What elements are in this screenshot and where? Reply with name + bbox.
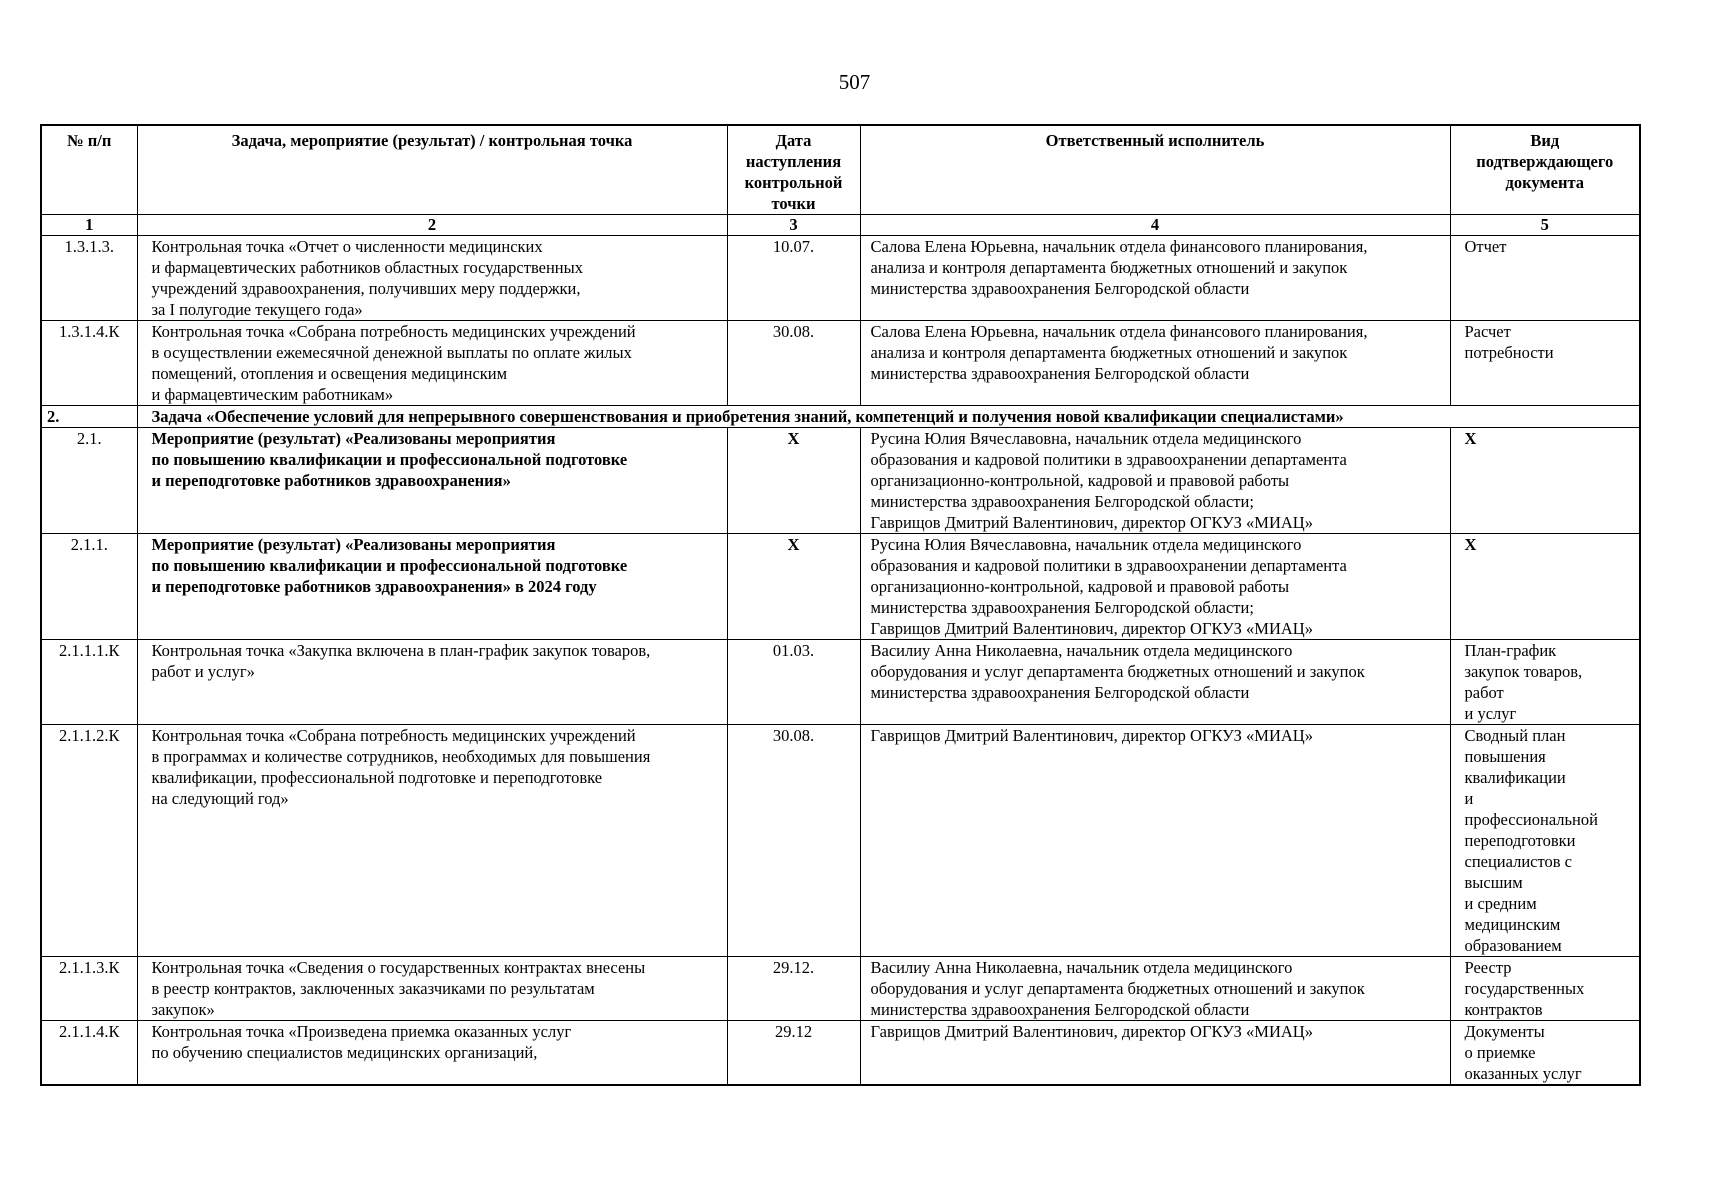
task-cell-line: за I полугодие текущего года» bbox=[151, 300, 363, 319]
task-cell bbox=[137, 725, 727, 957]
task-cell-line: в реестр контрактов, заключенных заказчиками по результатам bbox=[151, 979, 595, 998]
document-cell-line: Сводный план bbox=[1464, 726, 1566, 745]
task-cell-line: и фармацевтическим работникам» bbox=[151, 385, 394, 404]
document-cell-line: образованием bbox=[1464, 936, 1562, 955]
header-executor: Ответственный исполнитель bbox=[860, 125, 1450, 215]
table-row bbox=[41, 957, 1640, 1021]
header-task: Задача, мероприятие (результат) / контрольная точка bbox=[137, 125, 727, 215]
document-cell bbox=[1450, 957, 1640, 1021]
task-cell-line: по повышению квалификации и профессиональной подготовке bbox=[151, 556, 628, 575]
date-cell-line: 29.12 bbox=[774, 1022, 813, 1041]
table-row bbox=[41, 725, 1640, 957]
executor-cell-line: Русина Юлия Вячеславовна, начальник отдела медицинского bbox=[870, 429, 1302, 448]
table-row bbox=[41, 534, 1640, 640]
executor-cell-line: оборудования и услуг департамента бюджетных отношений и закупок bbox=[870, 979, 1365, 998]
section-number: 2. bbox=[41, 406, 137, 428]
executor-cell-line: организационно-контрольной, кадровой и правовой работы bbox=[870, 577, 1290, 596]
executor-cell bbox=[860, 321, 1450, 406]
index-cell: 4 bbox=[860, 215, 1450, 236]
table-row bbox=[41, 321, 1640, 406]
row-number-line: 1.3.1.3. bbox=[64, 237, 114, 256]
executor-cell bbox=[860, 534, 1450, 640]
executor-cell-line: Василиу Анна Николаевна, начальник отдела медицинского bbox=[870, 641, 1293, 660]
document-cell-line: X bbox=[1464, 535, 1477, 554]
executor-cell-line: Гаврищов Дмитрий Валентинович, директор ОГКУЗ «МИАЦ» bbox=[870, 726, 1313, 745]
document-cell-line: работ bbox=[1464, 683, 1504, 702]
executor-cell-line: образования и кадровой политики в здравоохранении департамента bbox=[870, 450, 1347, 469]
document-cell-line: X bbox=[1464, 429, 1477, 448]
section-row bbox=[41, 406, 1640, 428]
date-cell bbox=[727, 957, 860, 1021]
document-cell-line: переподготовки bbox=[1464, 831, 1576, 850]
task-cell-line: на следующий год» bbox=[151, 789, 289, 808]
document-cell bbox=[1450, 534, 1640, 640]
document-cell-line: высшим bbox=[1464, 873, 1523, 892]
row-number-line: 2.1.1.1.К bbox=[58, 641, 120, 660]
date-cell-line: 29.12. bbox=[772, 958, 815, 977]
executor-cell-line: министерства здравоохранения Белгородской области bbox=[870, 683, 1250, 702]
task-cell-line: по обучению специалистов медицинских организаций, bbox=[151, 1043, 538, 1062]
document-cell-line: Отчет bbox=[1464, 237, 1507, 256]
date-cell bbox=[727, 1021, 860, 1086]
task-cell-line: помещений, отопления и освещения медицинским bbox=[151, 364, 508, 383]
table-row bbox=[41, 640, 1640, 725]
task-cell-line: Контрольная точка «Отчет о численности медицинских bbox=[151, 237, 543, 256]
date-cell bbox=[727, 236, 860, 321]
header-num: № п/п bbox=[41, 125, 137, 215]
task-cell-line: квалификации, профессиональной подготовке и переподготовке bbox=[151, 768, 603, 787]
task-cell-line: Контрольная точка «Собрана потребность медицинских учреждений bbox=[151, 322, 636, 341]
document-cell bbox=[1450, 236, 1640, 321]
task-cell bbox=[137, 957, 727, 1021]
task-cell bbox=[137, 640, 727, 725]
row-number-line: 2.1.1.4.К bbox=[58, 1022, 120, 1041]
executor-cell-line: Русина Юлия Вячеславовна, начальник отдела медицинского bbox=[870, 535, 1302, 554]
date-cell bbox=[727, 321, 860, 406]
index-cell: 5 bbox=[1450, 215, 1640, 236]
task-cell bbox=[137, 428, 727, 534]
task-cell-line: закупок» bbox=[151, 1000, 215, 1019]
task-cell bbox=[137, 1021, 727, 1086]
document-cell-line: Документы bbox=[1464, 1022, 1545, 1041]
task-cell-line: Контрольная точка «Собрана потребность медицинских учреждений bbox=[151, 726, 636, 745]
control-points-table bbox=[40, 124, 1641, 1086]
row-number bbox=[41, 957, 137, 1021]
index-cell: 3 bbox=[727, 215, 860, 236]
task-cell-line: и переподготовке работников здравоохранения» bbox=[151, 471, 511, 490]
task-cell-line: и фармацевтических работников областных государственных bbox=[151, 258, 583, 277]
executor-cell bbox=[860, 1021, 1450, 1086]
task-cell-line: и переподготовке работников здравоохранения» в 2024 году bbox=[151, 577, 597, 596]
executor-cell bbox=[860, 725, 1450, 957]
executor-cell bbox=[860, 428, 1450, 534]
document-cell-line: Реестр bbox=[1464, 958, 1512, 977]
index-cell: 1 bbox=[41, 215, 137, 236]
date-cell bbox=[727, 428, 860, 534]
table-row bbox=[41, 428, 1640, 534]
executor-cell-line: министерства здравоохранения Белгородской области bbox=[870, 279, 1250, 298]
row-number-line: 1.3.1.4.К bbox=[58, 322, 120, 341]
executor-cell-line: Салова Елена Юрьевна, начальник отдела финансового планирования, bbox=[870, 237, 1368, 256]
executor-cell bbox=[860, 236, 1450, 321]
document-cell bbox=[1450, 725, 1640, 957]
executor-cell-line: Гаврищов Дмитрий Валентинович, директор ОГКУЗ «МИАЦ» bbox=[870, 1022, 1313, 1041]
executor-cell bbox=[860, 957, 1450, 1021]
document-cell-line: специалистов с bbox=[1464, 852, 1572, 871]
document-cell-line: профессиональной bbox=[1464, 810, 1598, 829]
document-cell-line: План-график bbox=[1464, 641, 1557, 660]
executor-cell-line: министерства здравоохранения Белгородской области; bbox=[870, 598, 1254, 617]
task-cell-line: Контрольная точка «Закупка включена в план-график закупок товаров, bbox=[151, 641, 651, 660]
task-cell-line: в программах и количестве сотрудников, необходимых для повышения bbox=[151, 747, 651, 766]
task-cell-line: Мероприятие (результат) «Реализованы мероприятия bbox=[151, 429, 556, 448]
section-title: Задача «Обеспечение условий для непрерывного совершенствования и приобретения знаний, компетенций и получения новой квалификации специалистами» bbox=[137, 406, 1640, 428]
executor-cell-line: министерства здравоохранения Белгородской области bbox=[870, 364, 1250, 383]
task-cell-line: Мероприятие (результат) «Реализованы мероприятия bbox=[151, 535, 556, 554]
table-row bbox=[41, 236, 1640, 321]
date-cell-line: 01.03. bbox=[772, 641, 815, 660]
executor-cell-line: Гаврищов Дмитрий Валентинович, директор ОГКУЗ «МИАЦ» bbox=[870, 619, 1313, 638]
row-number bbox=[41, 428, 137, 534]
executor-cell-line: анализа и контроля департамента бюджетных отношений и закупок bbox=[870, 343, 1348, 362]
page-number: 507 bbox=[838, 70, 871, 94]
document-cell-line: и услуг bbox=[1464, 704, 1517, 723]
row-number bbox=[41, 534, 137, 640]
row-number bbox=[41, 725, 137, 957]
document-cell-line: и средним bbox=[1464, 894, 1537, 913]
document-cell-line: Расчет bbox=[1464, 322, 1511, 341]
date-cell bbox=[727, 534, 860, 640]
date-cell bbox=[727, 725, 860, 957]
index-cell: 2 bbox=[137, 215, 727, 236]
task-cell bbox=[137, 534, 727, 640]
row-number-line: 2.1.1. bbox=[70, 535, 108, 554]
document-cell-line: о приемке bbox=[1464, 1043, 1536, 1062]
document-cell bbox=[1450, 1021, 1640, 1086]
document-cell bbox=[1450, 640, 1640, 725]
executor-cell bbox=[860, 640, 1450, 725]
document-cell-line: квалификации bbox=[1464, 768, 1566, 787]
executor-cell-line: министерства здравоохранения Белгородской области bbox=[870, 1000, 1250, 1019]
document-cell-line: оказанных услуг bbox=[1464, 1064, 1582, 1083]
executor-cell-line: Салова Елена Юрьевна, начальник отдела финансового планирования, bbox=[870, 322, 1368, 341]
date-cell-line: X bbox=[787, 429, 800, 448]
task-cell-line: работ и услуг» bbox=[151, 662, 255, 681]
executor-cell-line: Гаврищов Дмитрий Валентинович, директор ОГКУЗ «МИАЦ» bbox=[870, 513, 1313, 532]
document-cell-line: государственных bbox=[1464, 979, 1585, 998]
document-cell-line: потребности bbox=[1464, 343, 1554, 362]
document-cell-line: контрактов bbox=[1464, 1000, 1543, 1019]
executor-cell-line: Василиу Анна Николаевна, начальник отдела медицинского bbox=[870, 958, 1293, 977]
table-row bbox=[41, 1021, 1640, 1086]
document-cell-line: медицинским bbox=[1464, 915, 1561, 934]
row-number-line: 2.1.1.2.К bbox=[58, 726, 120, 745]
document-cell bbox=[1450, 321, 1640, 406]
row-number-line: 2.1. bbox=[76, 429, 102, 448]
executor-cell-line: оборудования и услуг департамента бюджетных отношений и закупок bbox=[870, 662, 1365, 681]
task-cell bbox=[137, 236, 727, 321]
row-number bbox=[41, 640, 137, 725]
executor-cell-line: организационно-контрольной, кадровой и правовой работы bbox=[870, 471, 1290, 490]
document-cell-line: закупок товаров, bbox=[1464, 662, 1583, 681]
row-number bbox=[41, 1021, 137, 1086]
header-row bbox=[41, 125, 1640, 215]
header-doc: Вид подтверждающего документа bbox=[1450, 125, 1640, 215]
date-cell-line: X bbox=[787, 535, 800, 554]
executor-cell-line: министерства здравоохранения Белгородской области; bbox=[870, 492, 1254, 511]
date-cell bbox=[727, 640, 860, 725]
column-index-row bbox=[41, 215, 1640, 236]
executor-cell-line: анализа и контроля департамента бюджетных отношений и закупок bbox=[870, 258, 1348, 277]
date-cell-line: 30.08. bbox=[772, 322, 815, 341]
document-cell-line: повышения bbox=[1464, 747, 1546, 766]
row-number-line: 2.1.1.3.К bbox=[58, 958, 120, 977]
document-cell bbox=[1450, 428, 1640, 534]
task-cell-line: учреждений здравоохранения, получивших меру поддержки, bbox=[151, 279, 581, 298]
header-date: Дата наступления контрольной точки bbox=[727, 125, 860, 215]
row-number bbox=[41, 236, 137, 321]
date-cell-line: 10.07. bbox=[772, 237, 815, 256]
executor-cell-line: образования и кадровой политики в здравоохранении департамента bbox=[870, 556, 1347, 575]
task-cell-line: в осуществлении ежемесячной денежной выплаты по оплате жилых bbox=[151, 343, 632, 362]
document-cell-line: и bbox=[1464, 789, 1474, 808]
date-cell-line: 30.08. bbox=[772, 726, 815, 745]
task-cell-line: Контрольная точка «Произведена приемка оказанных услуг bbox=[151, 1022, 572, 1041]
table-body bbox=[41, 236, 1640, 1086]
task-cell-line: по повышению квалификации и профессиональной подготовке bbox=[151, 450, 628, 469]
task-cell-line: Контрольная точка «Сведения о государственных контрактах внесены bbox=[151, 958, 646, 977]
row-number bbox=[41, 321, 137, 406]
task-cell bbox=[137, 321, 727, 406]
